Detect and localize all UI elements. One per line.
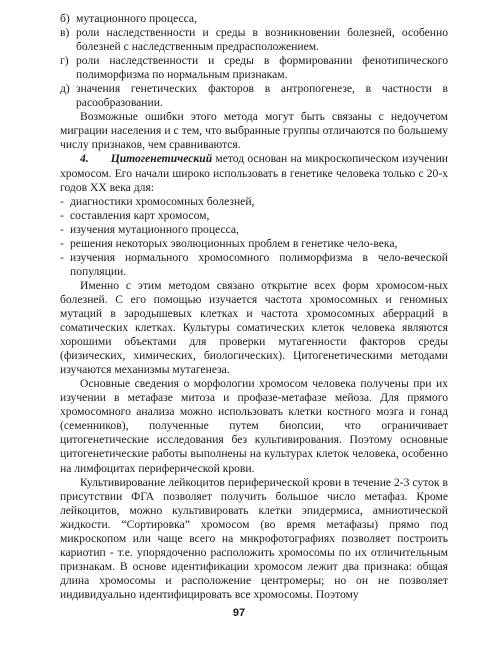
- paragraph-basic-info: Основные сведения о морфологии хромосом человека получены при их изучении в метафазе митоза и профазе-метафазе мейоза. Для прямого хромосомного анализа можно использовать клетки костного мозга и гонад (семенников), полученные путем биопсии, что ограничивает цитогенетические исследования без культивирования. Поэтому основные цитогенетические работы выполнены на культурах клеток человека, особенно на лимфоцитах периферической крови.: [60, 377, 448, 475]
- list-item-text: составления карт хромосом,: [70, 208, 210, 222]
- list-item: [60, 54, 448, 82]
- section-paragraph: [60, 152, 448, 194]
- list-item-text: роли наследственности и среды в возникновении болезней, особенно болезней с наследственным предрасположением.: [76, 26, 448, 54]
- paragraph-errors: Возможные ошибки этого метода могут быть связаны с недоучетом миграции населения и с тем, что выбранные группы отличаются по большему числу признаков, чем сравниваются.: [60, 110, 448, 152]
- list-marker: -: [60, 194, 64, 208]
- paragraph-cultivation: Культивирование лейкоцитов периферической крови в течение 2-3 суток в присутствии ФГА позволяет получить большое число метафаз. Кроме лейкоцитов, можно культивировать клетки эпидермиса, амниотической жидкости. “Сортировка” хромосом (во время метафазы) прямо под микроскопом или чаще всего на микрофотографиях позволяет построить кариотип - т.е. упорядоченно расположить хромосомы по их отличительным признакам. В основе идентификации хромосом лежит два признака: общая длина хромосомы и расположение центромеры; но он не позволяет индивидуально идентифицировать все хромосомы. Поэтому: [60, 475, 448, 601]
- text-block: [60, 12, 448, 602]
- list-item: [60, 12, 448, 26]
- list-item: [60, 237, 448, 251]
- list-item-text: значения генетических факторов в антропогенезе, в частности в расообразовании.: [76, 82, 448, 110]
- list-item: [60, 195, 448, 209]
- list-item-text: роли наследственности и среды в формировании фенотипического полиморфизма по нормальным признакам.: [76, 54, 448, 82]
- list-item-text: решения некоторых эволюционных проблем в генетике чело-века,: [70, 236, 398, 250]
- section-text: метод основан на микроскопическом изучении хромосом. Его начали широко использовать в генетике человека только с 20-х годов XX века для:: [60, 152, 448, 194]
- list-marker: -: [60, 250, 64, 264]
- list-marker: г): [60, 54, 69, 68]
- list-item: [60, 251, 448, 279]
- list-marker: в): [60, 26, 70, 40]
- page-number: 97: [232, 607, 246, 619]
- list-item: [60, 223, 448, 237]
- section-title: Цитогенетический: [110, 152, 213, 166]
- list-marker: -: [60, 222, 64, 236]
- list-item: [60, 209, 448, 223]
- list-marker: д): [60, 82, 70, 96]
- list-item-text: диагностики хромосомных болезней,: [70, 194, 255, 208]
- list-item: [60, 26, 448, 54]
- list-item-text: изучения мутационного процесса,: [70, 222, 239, 236]
- list-item-text: мутационного процесса,: [76, 12, 197, 25]
- list-marker: -: [60, 208, 64, 222]
- list-marker: б): [60, 12, 70, 25]
- list-marker: -: [60, 236, 64, 250]
- list-item-text: изучения нормального хромосомного полиморфизма в чело-веческой популяции.: [70, 250, 448, 278]
- paragraph-discovery: Именно с этим методом связано открытие всех форм хромосом-ных болезней. С его помощью изучается частота хромосомных и геномных мутаций в зародышевых клетках и частота хромосомных аберраций в соматических клетках. Культуры соматических клеток человека являются хорошими объектами для проверки мутагенности факторов среды (физических, химических, биологических). Цитогенетическими методами изучаются механизмы мутагенеза.: [60, 278, 448, 377]
- list-item: [60, 82, 448, 110]
- section-number: 4.: [80, 152, 89, 166]
